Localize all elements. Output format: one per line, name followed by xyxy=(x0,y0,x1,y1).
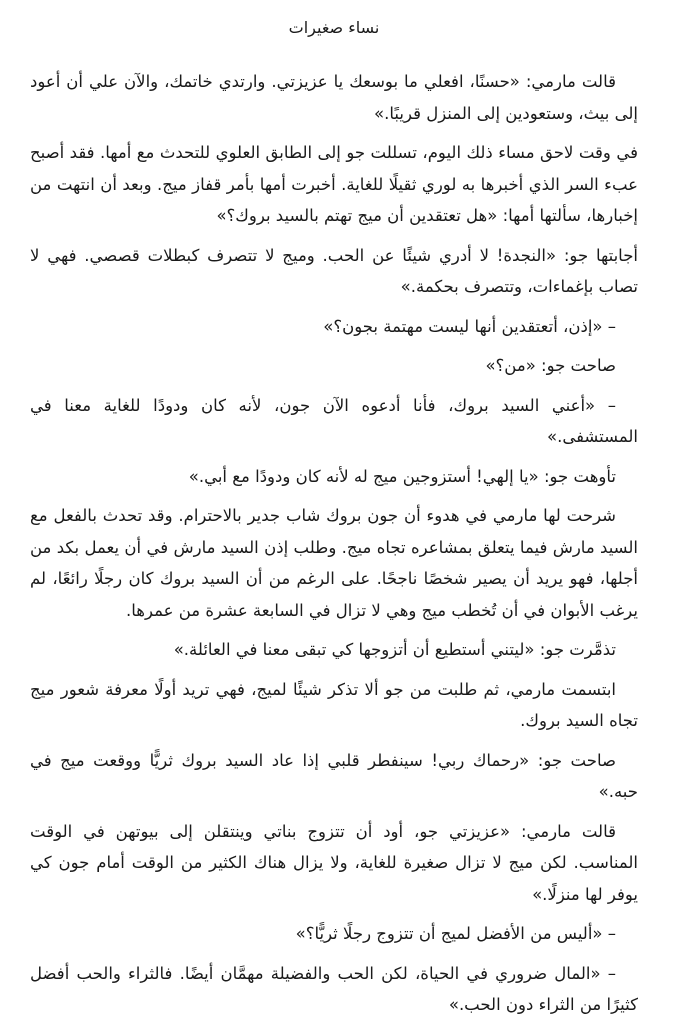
paragraph: – «المال ضروري في الحياة، لكن الحب والفضيلة مهمَّان أيضًا. فالثراء والحب أفضل كثيرًا من الثراء دون الحب.» xyxy=(30,963,638,1014)
paragraph: قالت مارمي: «عزيزتي جو، أود أن تتزوج بناتي وينتقلن إلى بيوتهن في الوقت المناسب. لكن ميج لا تزال صغيرة للغاية، ولا يزال هناك الكثير من الوقت أمام جون كي يوفر لها منزلًا.» xyxy=(30,821,638,904)
running-title: نساء صغيرات xyxy=(288,18,380,37)
paragraph: في وقت لاحق مساء ذلك اليوم، تسللت جو إلى الطابق العلوي للتحدث مع أمها. فقد أصبح عبء السر الذي أخبرها به لوري ثقيلًا للغاية. أخبرت أمها بأمر قفاز ميج. وبعد أن انتهت من إخبارها، سألتها أمها: «هل تعتقدين أن ميج تهتم بالسيد بروك؟» xyxy=(30,143,638,225)
paragraph: شرحت لها مارمي في هدوء أن جون بروك شاب جدير بالاحترام. وقد تحدث بالفعل مع السيد مارش فيما يتعلق بمشاعره تجاه ميج. وطلب إذن السيد مارش في أن يعمل بكد من أجلها، فهو يريد أن يصير شخصًا ناجحًا. على الرغم من أن السيد بروك كان رجلًا رائعًا، لم يرغب الأبوان في أن تُخطب ميج وهي لا تزال في السابعة عشرة من عمرها. xyxy=(30,506,638,620)
paragraph: صاحت جو: «رحماك ربي! سينفطر قلبي إذا عاد السيد بروك ثريًّا ووقعت ميج في حبه.» xyxy=(30,750,638,801)
paragraph: تذمَّرت جو: «ليتني أستطيع أن أتزوجها كي تبقى معنا في العائلة.» xyxy=(173,640,616,659)
paragraph: صاحت جو: «من؟» xyxy=(485,356,616,375)
paragraph: – «أعني السيد بروك، فأنا أدعوه الآن جون، لأنه كان ودودًا للغاية معنا في المستشفى.» xyxy=(30,395,638,446)
paragraph: – «أليس من الأفضل لميج أن تتزوج رجلًا ثريًّا؟» xyxy=(295,924,616,943)
paragraph: قالت مارمي: «حسنًا، افعلي ما بوسعك يا عزيزتي. وارتدي خاتمك، والآن علي أن أعود إلى بيث، وستعودين إلى المنزل قريبًا.» xyxy=(30,72,638,123)
paragraph: ابتسمت مارمي، ثم طلبت من جو ألا تذكر شيئًا لميج، فهي تريد أولًا معرفة شعور ميج تجاه السيد بروك. xyxy=(30,679,638,730)
paragraph: تأوهت جو: «يا إلهي! أستزوجين ميج له لأنه كان ودودًا مع أبي.» xyxy=(188,466,616,486)
paragraph: – «إذن، أتعتقدين أنها ليست مهتمة بجون؟» xyxy=(323,316,616,336)
paragraph: أجابتها جو: «النجدة! لا أدري شيئًا عن الحب. وميج لا تتصرف كبطلات قصصي. فهي لا تصاب بإغماءات، وتتصرف بحكمة.» xyxy=(30,245,638,296)
body-text xyxy=(30,66,638,1021)
